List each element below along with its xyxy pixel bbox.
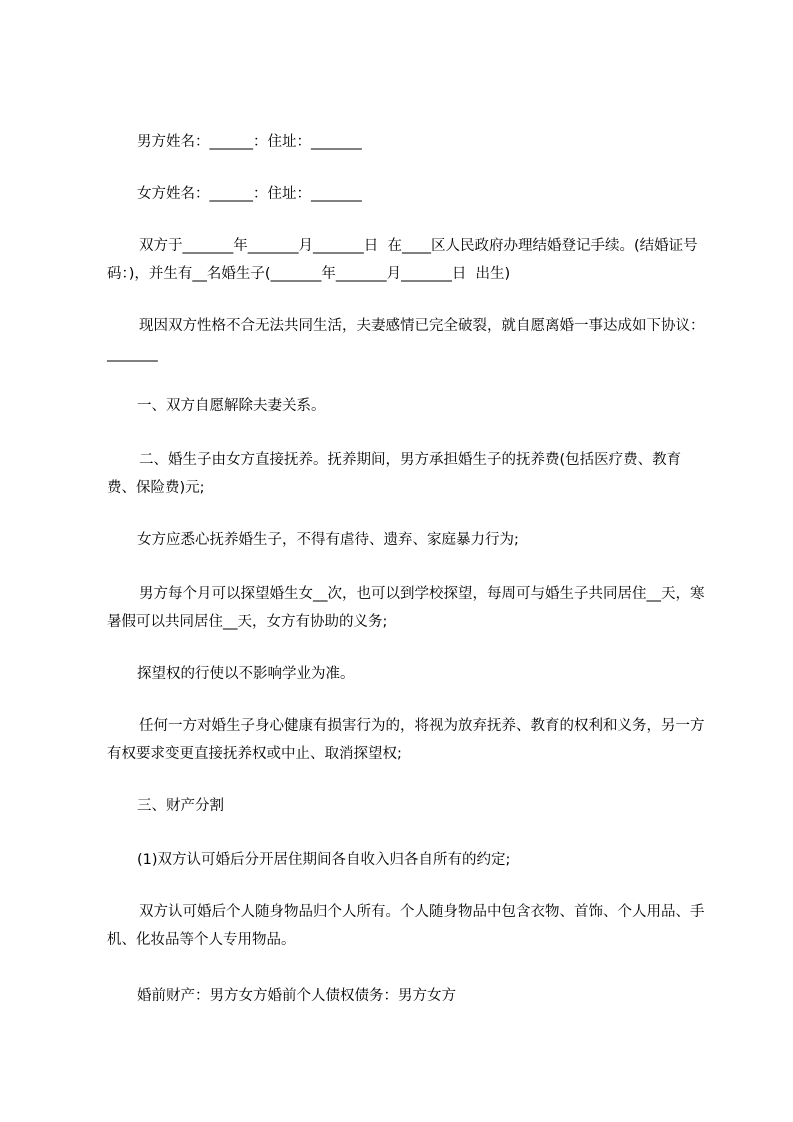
- husband-info-line: 男方姓名：______：住址：_______: [137, 134, 362, 150]
- divorce-reason-paragraph: 现因双方性格不合无法共同生活，夫妻感情已完全破裂，就自愿离婚一事达成如下协议：_______: [107, 318, 705, 362]
- personal-belongings-paragraph: 双方认可婚后个人随身物品归个人所有。个人随身物品中包含衣物、首饰、个人用品、手机、化妆品等个人专用物品。: [107, 904, 705, 948]
- premarital-property-paragraph: 婚前财产：男方女方婚前个人债权债务：男方女方: [137, 988, 456, 1004]
- harm-clause-paragraph: 任何一方对婚生子身心健康有损害行为的，将视为放弃抚养、教育的权利和义务，另一方有权要求变更直接抚养权或中止、取消探望权;: [107, 718, 705, 762]
- wife-duty-paragraph: 女方应悉心抚养婚生子，不得有虐待、遗弃、家庭暴力行为;: [137, 532, 519, 548]
- clause-two-custody-paragraph: 二、婚生子由女方直接抚养。抚养期间，男方承担婚生子的抚养费(包括医疗费、教育费、保险费)元;: [107, 452, 682, 496]
- marriage-registration-paragraph: 双方于_______年_______月_______日 在____区人民政府办理结婚登记手续。(结婚证号码：)，并生有__名婚生子(_______年_______月_______日 出生): [107, 238, 698, 282]
- visitation-paragraph: 男方每个月可以探望婚生女__次，也可以到学校探望，每周可与婚生子共同居住__天，寒暑假可以共同居住__天，女方有协助的义务;: [107, 586, 705, 630]
- property-item-one-paragraph: (1)双方认可婚后分开居住期间各自收入归各自所有的约定;: [137, 852, 511, 868]
- visitation-limit-paragraph: 探望权的行使以不影响学业为准。: [137, 666, 355, 682]
- clause-one-heading: 一、双方自愿解除夫妻关系。: [137, 398, 326, 414]
- clause-three-heading: 三、财产分割: [137, 798, 224, 814]
- wife-info-line: 女方姓名：______：住址：_______: [137, 186, 362, 202]
